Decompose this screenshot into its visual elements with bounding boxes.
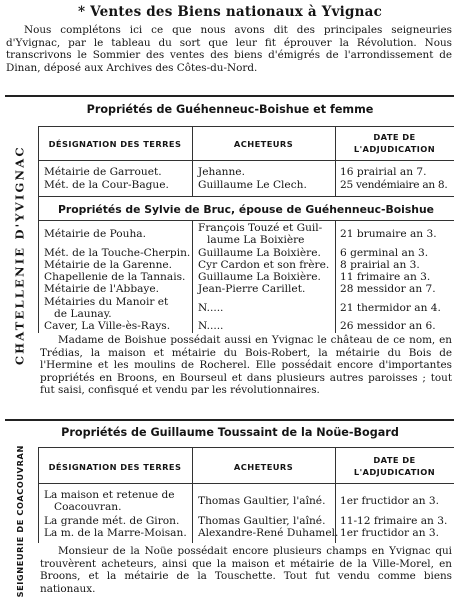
table-cell-designation: Métairie de l'Abbaye.: [44, 283, 160, 295]
section1-col1-divider-b: [192, 220, 193, 333]
section2-top-rule: [5, 419, 454, 421]
section1-table-top-line: [38, 126, 454, 127]
table-cell-designation: Chapellenie de la Tannais.: [44, 271, 186, 283]
table-cell-designation: Caver, La Ville-ès-Rays.: [44, 320, 171, 332]
section2-header-date-line2: L'ADJUDICATION: [353, 467, 436, 477]
table-cell-buyer: laume La Boixière: [207, 234, 305, 246]
table-cell-date: 1er fructidor an 3.: [340, 495, 440, 507]
section1-title: Propriétés de Guéhenneuc-Boishue et femme: [86, 103, 374, 116]
section2-table-top-line: [38, 447, 454, 448]
table-cell-buyer: N.....: [198, 302, 224, 314]
section1-header-bottom-line: [38, 160, 454, 161]
table-cell-designation: Métairie de Pouha.: [44, 228, 146, 240]
page-title: * Ventes des Biens nationaux à Yvignac: [77, 4, 383, 20]
section2-header-buyers: ACHETEURS: [233, 462, 294, 472]
table-cell-designation: Métairies du Manoir et: [44, 296, 169, 308]
section2-header-date-line1: DATE DE: [373, 455, 416, 465]
table-cell-designation: de Launay.: [54, 308, 112, 320]
table-cell-designation: La m. de la Marre-Moisan.: [44, 527, 187, 539]
table-cell-buyer: Alexandre-René Duhamel.: [198, 527, 339, 539]
section1-header-designation: DÉSIGNATION DES TERRES: [48, 139, 182, 149]
table-cell-designation: La maison et retenue de: [44, 489, 175, 501]
section1-top-rule: [5, 95, 454, 97]
section2-sidebar-label: SEIGNEURIE DE COACOUVRAN: [14, 444, 25, 598]
section2-header-designation: DÉSIGNATION DES TERRES: [48, 462, 182, 472]
table-cell-date: 11-12 frimaire an 3.: [340, 515, 448, 527]
intro-paragraph: Nous complétons ici ce que nous avons dit des principales seigneuries d'Yvignac, par le tableau du sort que leur fit éprouver la Révolution. Nous transcrivons le Sommier des ventes des biens d'émigrés de l'arrondissement de Dinan, déposé aux Archives des Côtes-du-Nord.: [6, 24, 452, 74]
section1-sidebar-label: CHATELLENIE D'YVIGNAC: [12, 145, 27, 365]
table-cell-buyer: Jehanne.: [198, 166, 245, 178]
table-cell-date: 28 messidor an 7.: [340, 283, 436, 295]
section1-col2-divider-b: [335, 220, 336, 333]
table-cell-buyer: Cyr Cardon et son frère.: [198, 259, 330, 271]
table-cell-date: 25 vendémiaire an 8.: [340, 179, 448, 191]
table-cell-date: 21 thermidor an 4.: [340, 302, 441, 314]
section2-header-bottom-line: [38, 483, 454, 484]
table-cell-designation: Mét. de la Touche-Cherpin.: [44, 247, 191, 259]
table-cell-date: 26 messidor an 6.: [340, 320, 436, 332]
section1-header-buyers: ACHETEURS: [233, 139, 294, 149]
table-cell-designation: Coacouvran.: [54, 501, 122, 513]
table-cell-date: 1er fructidor an 3.: [340, 527, 440, 539]
table-cell-date: 16 prairial an 7.: [340, 166, 427, 178]
table-cell-date: 21 brumaire an 3.: [340, 228, 437, 240]
section1-subtitle: Propriétés de Sylvie de Bruc, épouse de Guéhenneuc-Boishue: [58, 203, 434, 216]
table-cell-buyer: François Touzé et Guil-: [198, 222, 323, 234]
table-cell-buyer: Guillaume Le Clech.: [198, 179, 307, 191]
table-cell-buyer: Guillaume La Boixière.: [198, 271, 321, 283]
section1-rows-bottom-line: [38, 196, 454, 197]
section1-header-date-line2: L'ADJUDICATION: [353, 144, 436, 154]
section1-note-paragraph: Madame de Boishue possédait aussi en Yvignac le château de ce nom, en Trédias, la maison et métairie du Bois-Robert, la métairie du Bois de l'Hermine et les moulins de Rocherel. Elle possédait encore d'importantes propriétés en Broons, en Bourseul et dans plusieurs autres paroisses ; tout fut saisi, confisqué et vendu par les révolutionnaires.: [40, 334, 452, 397]
table-cell-designation: Métairie de la Garenne.: [44, 259, 173, 271]
table-cell-designation: La grande mét. de Giron.: [44, 515, 180, 527]
section1-col1-divider: [192, 126, 193, 196]
table-cell-date: 6 germinal an 3.: [340, 247, 429, 259]
table-cell-buyer: Guillaume La Boixière.: [198, 247, 321, 259]
section1-subtitle-bottom-line: [38, 220, 454, 221]
section1-sidebar-divider: [38, 126, 39, 333]
table-cell-date: 8 prairial an 3.: [340, 259, 420, 271]
table-cell-buyer: Thomas Gaultier, l'aîné.: [198, 495, 326, 507]
table-cell-buyer: Jean-Pierre Carillet.: [198, 283, 306, 295]
table-cell-date: 11 frimaire an 3.: [340, 271, 431, 283]
table-cell-buyer: N.....: [198, 320, 224, 332]
section2-note-paragraph: Monsieur de la Noüe possédait encore plusieurs champs en Yvignac qui trouvèrent acheteurs, ainsi que la maison et métairie de la Ville-Morel, en Broons, et la métairie de la Touschette. Tout fut vendu comme biens nationaux.: [40, 545, 452, 595]
section2-title: Propriétés de Guillaume Toussaint de la Noüe-Bogard: [61, 426, 399, 439]
table-cell-designation: Métairie de Garrouet.: [44, 166, 162, 178]
section1-header-date-line1: DATE DE: [373, 132, 416, 142]
table-cell-designation: Mét. de la Cour-Bague.: [44, 179, 169, 191]
table-cell-buyer: Thomas Gaultier, l'aîné.: [198, 515, 326, 527]
